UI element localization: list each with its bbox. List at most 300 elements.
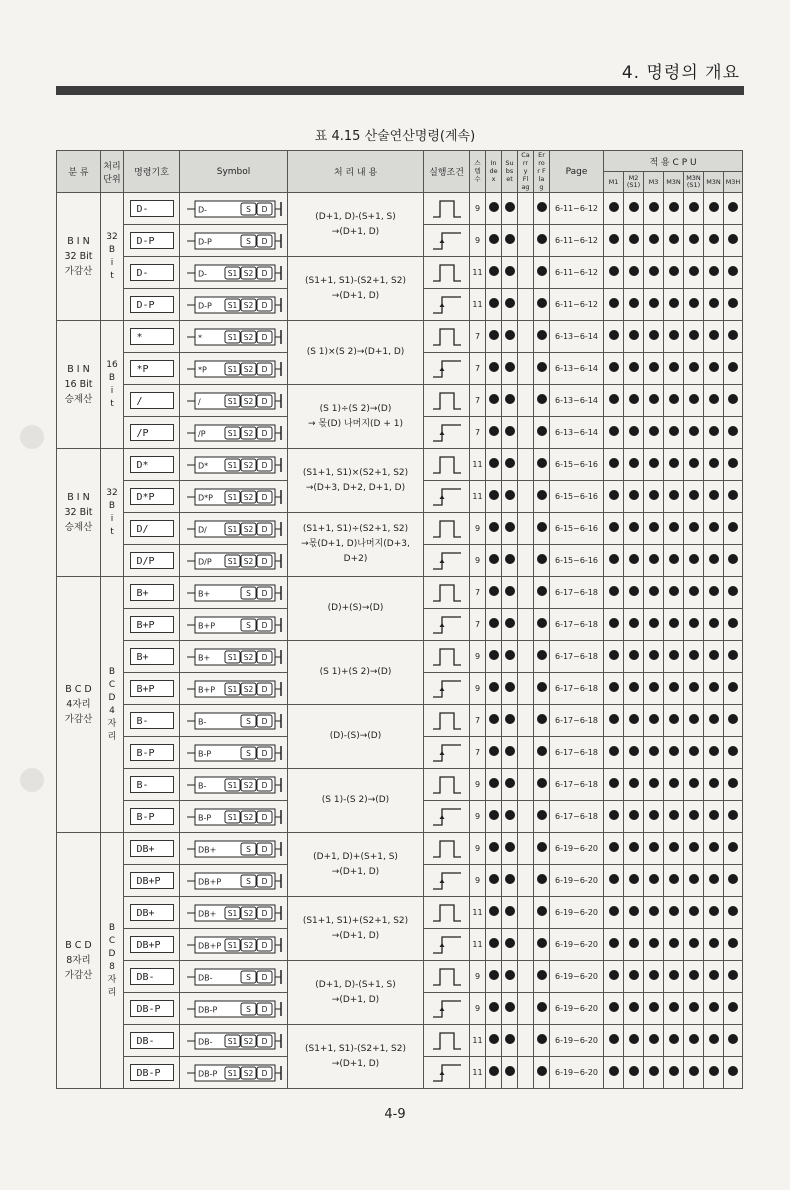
support-cell: [684, 225, 704, 257]
header-index: [486, 151, 502, 193]
supported-dot-icon: [728, 810, 738, 820]
supported-dot-icon: [537, 1002, 547, 1012]
steps-cell: 11: [470, 1057, 486, 1089]
supported-dot-icon: [489, 554, 499, 564]
ladder-symbol: [185, 295, 283, 315]
support-cell: [518, 545, 534, 577]
support-cell: [644, 417, 664, 449]
symbol-opcode: D/: [197, 525, 207, 534]
mnemonic-label: *P: [130, 360, 174, 377]
supported-dot-icon: [649, 1066, 659, 1076]
support-cell: [518, 385, 534, 417]
supported-dot-icon: [489, 522, 499, 532]
support-cell: [724, 641, 743, 673]
support-cell: [644, 353, 664, 385]
symbol-operand: D: [261, 652, 267, 662]
supported-dot-icon: [709, 298, 719, 308]
supported-dot-icon: [609, 234, 619, 244]
supported-dot-icon: [505, 586, 515, 596]
support-cell: [724, 481, 743, 513]
supported-dot-icon: [669, 874, 679, 884]
symbol-operand: S1: [227, 812, 237, 822]
support-cell: [486, 769, 502, 801]
support-cell: [534, 641, 550, 673]
supported-dot-icon: [489, 266, 499, 276]
supported-dot-icon: [689, 330, 699, 340]
support-cell: [644, 289, 664, 321]
symbol-cell: [180, 833, 288, 865]
ladder-symbol: [185, 743, 283, 763]
support-cell: [502, 737, 518, 769]
ladder-symbol: [185, 1063, 283, 1083]
support-cell: [502, 417, 518, 449]
supported-dot-icon: [669, 1066, 679, 1076]
support-cell: [502, 993, 518, 1025]
support-cell: [534, 897, 550, 929]
pulse-condition-icon: [430, 773, 464, 797]
page-cell: 6-17~6-18: [550, 609, 604, 641]
steps-cell: 11: [470, 897, 486, 929]
support-cell: [644, 449, 664, 481]
steps-cell: 7: [470, 385, 486, 417]
ladder-symbol: [185, 455, 283, 475]
support-cell: [664, 769, 684, 801]
supported-dot-icon: [669, 714, 679, 724]
supported-dot-icon: [629, 1034, 639, 1044]
supported-dot-icon: [728, 458, 738, 468]
supported-dot-icon: [609, 906, 619, 916]
support-cell: [502, 289, 518, 321]
supported-dot-icon: [537, 234, 547, 244]
condition-cell: [424, 289, 470, 321]
mnemonic-label: /P: [130, 424, 174, 441]
header-process: 처 리 내 용: [288, 151, 424, 193]
table-row: [57, 769, 743, 801]
mnemonic-cell: [124, 705, 180, 737]
supported-dot-icon: [629, 202, 639, 212]
supported-dot-icon: [505, 746, 515, 756]
symbol-operand: S1: [227, 396, 237, 406]
support-cell: [684, 257, 704, 289]
support-cell: [644, 993, 664, 1025]
supported-dot-icon: [609, 298, 619, 308]
support-cell: [684, 993, 704, 1025]
support-cell: [534, 545, 550, 577]
ladder-symbol: [185, 583, 283, 603]
support-cell: [624, 769, 644, 801]
pulse-condition-icon: [430, 517, 464, 541]
support-cell: [704, 193, 724, 225]
supported-dot-icon: [689, 618, 699, 628]
support-cell: [684, 961, 704, 993]
mnemonic-label: B+: [130, 584, 174, 601]
support-cell: [604, 705, 624, 737]
rising-edge-condition-icon: [430, 421, 464, 445]
supported-dot-icon: [689, 938, 699, 948]
header-mnemonic: 명령기호: [124, 151, 180, 193]
supported-dot-icon: [709, 842, 719, 852]
mnemonic-cell: [124, 769, 180, 801]
support-cell: [624, 897, 644, 929]
support-cell: [624, 737, 644, 769]
supported-dot-icon: [689, 778, 699, 788]
supported-dot-icon: [629, 330, 639, 340]
symbol-opcode: D-: [197, 205, 207, 214]
supported-dot-icon: [689, 490, 699, 500]
steps-cell: 11: [470, 1025, 486, 1057]
symbol-operand: S2: [243, 300, 253, 310]
supported-dot-icon: [537, 906, 547, 916]
support-cell: [724, 545, 743, 577]
support-cell: [644, 833, 664, 865]
supported-dot-icon: [709, 1034, 719, 1044]
mnemonic-label: B+P: [130, 680, 174, 697]
supported-dot-icon: [629, 618, 639, 628]
pulse-condition-icon: [430, 325, 464, 349]
support-cell: [534, 417, 550, 449]
supported-dot-icon: [537, 970, 547, 980]
support-cell: [502, 897, 518, 929]
symbol-operand: D: [261, 876, 267, 886]
support-cell: [724, 929, 743, 961]
supported-dot-icon: [505, 1034, 515, 1044]
pulse-condition-icon: [430, 645, 464, 669]
rising-edge-condition-icon: [430, 229, 464, 253]
support-cell: [684, 545, 704, 577]
supported-dot-icon: [649, 970, 659, 980]
mnemonic-cell: [124, 641, 180, 673]
support-cell: [664, 833, 684, 865]
supported-dot-icon: [537, 1066, 547, 1076]
support-cell: [724, 705, 743, 737]
mnemonic-cell: [124, 289, 180, 321]
condition-cell: [424, 897, 470, 929]
support-cell: [534, 609, 550, 641]
rising-edge-condition-icon: [430, 997, 464, 1021]
support-cell: [644, 257, 664, 289]
symbol-opcode: DB+P: [197, 941, 221, 950]
condition-cell: [424, 417, 470, 449]
supported-dot-icon: [649, 842, 659, 852]
table-row: [57, 257, 743, 289]
support-cell: [684, 481, 704, 513]
symbol-opcode: B+P: [197, 621, 215, 630]
ladder-symbol: [185, 615, 283, 635]
support-cell: [624, 321, 644, 353]
support-cell: [486, 705, 502, 737]
support-cell: [486, 865, 502, 897]
supported-dot-icon: [505, 906, 515, 916]
supported-dot-icon: [489, 650, 499, 660]
ladder-symbol: [185, 1031, 283, 1051]
supported-dot-icon: [649, 330, 659, 340]
symbol-opcode: DB-P: [197, 1069, 217, 1078]
symbol-operand: S1: [227, 940, 237, 950]
supported-dot-icon: [609, 650, 619, 660]
supported-dot-icon: [537, 682, 547, 692]
supported-dot-icon: [489, 810, 499, 820]
symbol-operand: S2: [243, 652, 253, 662]
supported-dot-icon: [609, 330, 619, 340]
symbol-operand: S: [245, 204, 251, 214]
symbol-cell: [180, 385, 288, 417]
support-cell: [518, 609, 534, 641]
supported-dot-icon: [689, 298, 699, 308]
steps-cell: 11: [470, 481, 486, 513]
symbol-operand: S: [245, 620, 251, 630]
header-condition: 실행조건: [424, 151, 470, 193]
supported-dot-icon: [709, 458, 719, 468]
supported-dot-icon: [609, 810, 619, 820]
header-cpu-model: M3H: [724, 172, 743, 193]
condition-cell: [424, 353, 470, 385]
supported-dot-icon: [649, 618, 659, 628]
supported-dot-icon: [728, 1034, 738, 1044]
support-cell: [684, 769, 704, 801]
supported-dot-icon: [689, 554, 699, 564]
support-cell: [502, 193, 518, 225]
support-cell: [684, 353, 704, 385]
support-cell: [624, 993, 644, 1025]
page-cell: 6-19~6-20: [550, 929, 604, 961]
pulse-condition-icon: [430, 837, 464, 861]
category-cell: B I N 16 Bit 승제산: [57, 321, 101, 449]
ladder-symbol: [185, 199, 283, 219]
support-cell: [534, 577, 550, 609]
header-unit: 처리단위: [101, 151, 124, 193]
steps-cell: 7: [470, 417, 486, 449]
support-cell: [704, 641, 724, 673]
symbol-operand: S1: [227, 364, 237, 374]
supported-dot-icon: [609, 490, 619, 500]
support-cell: [486, 641, 502, 673]
symbol-operand: D: [261, 844, 267, 854]
support-cell: [534, 321, 550, 353]
support-cell: [486, 737, 502, 769]
page-cell: 6-15~6-16: [550, 513, 604, 545]
support-cell: [534, 801, 550, 833]
header-symbol: Symbol: [180, 151, 288, 193]
supported-dot-icon: [689, 746, 699, 756]
mnemonic-label: B-: [130, 776, 174, 793]
support-cell: [534, 193, 550, 225]
support-cell: [684, 705, 704, 737]
support-cell: [518, 481, 534, 513]
supported-dot-icon: [649, 554, 659, 564]
condition-cell: [424, 737, 470, 769]
symbol-cell: [180, 737, 288, 769]
process-cell: (S1+1, S1)÷(S2+1, S2) →몫(D+1, D)나머지(D+3, D+2): [288, 513, 424, 577]
symbol-operand: S1: [227, 492, 237, 502]
supported-dot-icon: [728, 586, 738, 596]
support-cell: [604, 641, 624, 673]
symbol-operand: D: [261, 1036, 267, 1046]
support-cell: [624, 257, 644, 289]
support-cell: [486, 1025, 502, 1057]
symbol-opcode: /: [197, 397, 201, 406]
symbol-operand: S1: [227, 652, 237, 662]
process-cell: (S 1)÷(S 2)→(D) → 몫(D) 나머지(D + 1): [288, 385, 424, 449]
support-cell: [664, 1025, 684, 1057]
supported-dot-icon: [537, 778, 547, 788]
support-cell: [724, 961, 743, 993]
symbol-operand: S1: [227, 460, 237, 470]
supported-dot-icon: [728, 970, 738, 980]
page-cell: 6-17~6-18: [550, 737, 604, 769]
mnemonic-label: DB-: [130, 1032, 174, 1049]
page-cell: 6-13~6-14: [550, 385, 604, 417]
support-cell: [534, 737, 550, 769]
symbol-cell: [180, 801, 288, 833]
steps-cell: 7: [470, 353, 486, 385]
process-cell: (S1+1, S1)+(S2+1, S2) →(D+1, D): [288, 897, 424, 961]
symbol-operand: S1: [227, 780, 237, 790]
symbol-operand: S: [245, 876, 251, 886]
supported-dot-icon: [689, 234, 699, 244]
supported-dot-icon: [489, 234, 499, 244]
table-row: [57, 897, 743, 929]
symbol-operand: D: [261, 396, 267, 406]
supported-dot-icon: [649, 490, 659, 500]
mnemonic-label: DB+P: [130, 872, 174, 889]
support-cell: [624, 449, 644, 481]
supported-dot-icon: [669, 586, 679, 596]
symbol-opcode: B-P: [197, 749, 211, 758]
support-cell: [704, 257, 724, 289]
ladder-symbol: [185, 423, 283, 443]
support-cell: [534, 513, 550, 545]
table-row: [57, 321, 743, 353]
symbol-operand: D: [261, 716, 267, 726]
support-cell: [486, 353, 502, 385]
mnemonic-label: B-: [130, 712, 174, 729]
supported-dot-icon: [728, 330, 738, 340]
table-row: [57, 385, 743, 417]
support-cell: [644, 961, 664, 993]
support-cell: [502, 545, 518, 577]
supported-dot-icon: [689, 1066, 699, 1076]
support-cell: [624, 609, 644, 641]
support-cell: [534, 1025, 550, 1057]
supported-dot-icon: [505, 618, 515, 628]
support-cell: [724, 769, 743, 801]
unit-cell: 16 B i t: [101, 321, 124, 449]
steps-cell: 9: [470, 865, 486, 897]
unit-cell: B C D 8 자 리: [101, 833, 124, 1089]
steps-cell: 7: [470, 737, 486, 769]
page-cell: 6-19~6-20: [550, 897, 604, 929]
supported-dot-icon: [505, 234, 515, 244]
support-cell: [704, 289, 724, 321]
header-rule: [56, 86, 744, 95]
symbol-opcode: D*P: [197, 493, 213, 502]
supported-dot-icon: [629, 266, 639, 276]
support-cell: [518, 513, 534, 545]
supported-dot-icon: [709, 1002, 719, 1012]
mnemonic-label: *: [130, 328, 174, 345]
support-cell: [644, 193, 664, 225]
steps-cell: 9: [470, 673, 486, 705]
table-row: [57, 961, 743, 993]
mnemonic-cell: [124, 1057, 180, 1089]
header-label: Index: [489, 159, 498, 183]
supported-dot-icon: [709, 746, 719, 756]
supported-dot-icon: [537, 426, 547, 436]
page-cell: 6-13~6-14: [550, 417, 604, 449]
ladder-symbol: [185, 903, 283, 923]
symbol-operand: D: [261, 204, 267, 214]
mnemonic-label: D-: [130, 200, 174, 217]
mnemonic-cell: [124, 481, 180, 513]
support-cell: [704, 673, 724, 705]
support-cell: [518, 993, 534, 1025]
support-cell: [624, 961, 644, 993]
supported-dot-icon: [505, 522, 515, 532]
supported-dot-icon: [669, 202, 679, 212]
supported-dot-icon: [649, 810, 659, 820]
steps-cell: 7: [470, 321, 486, 353]
symbol-operand: S1: [227, 332, 237, 342]
ladder-symbol: [185, 871, 283, 891]
mnemonic-cell: [124, 449, 180, 481]
support-cell: [604, 737, 624, 769]
rising-edge-condition-icon: [430, 613, 464, 637]
support-cell: [704, 769, 724, 801]
symbol-opcode: *P: [197, 365, 207, 374]
support-cell: [518, 353, 534, 385]
supported-dot-icon: [629, 842, 639, 852]
support-cell: [534, 705, 550, 737]
supported-dot-icon: [537, 298, 547, 308]
supported-dot-icon: [537, 202, 547, 212]
ladder-symbol: [185, 327, 283, 347]
symbol-cell: [180, 929, 288, 961]
support-cell: [724, 385, 743, 417]
support-cell: [534, 353, 550, 385]
supported-dot-icon: [629, 1002, 639, 1012]
symbol-operand: S2: [243, 524, 253, 534]
supported-dot-icon: [537, 458, 547, 468]
support-cell: [486, 257, 502, 289]
supported-dot-icon: [669, 746, 679, 756]
support-cell: [664, 225, 684, 257]
supported-dot-icon: [505, 682, 515, 692]
support-cell: [664, 801, 684, 833]
condition-cell: [424, 609, 470, 641]
supported-dot-icon: [689, 586, 699, 596]
support-cell: [704, 225, 724, 257]
support-cell: [684, 801, 704, 833]
supported-dot-icon: [505, 202, 515, 212]
supported-dot-icon: [629, 426, 639, 436]
support-cell: [604, 769, 624, 801]
symbol-cell: [180, 993, 288, 1025]
supported-dot-icon: [728, 874, 738, 884]
support-cell: [534, 385, 550, 417]
steps-cell: 11: [470, 449, 486, 481]
support-cell: [518, 641, 534, 673]
symbol-operand: D: [261, 1004, 267, 1014]
supported-dot-icon: [609, 554, 619, 564]
support-cell: [664, 545, 684, 577]
mnemonic-cell: [124, 673, 180, 705]
support-cell: [664, 449, 684, 481]
header-carry-flag: [518, 151, 534, 193]
support-cell: [604, 801, 624, 833]
symbol-cell: [180, 769, 288, 801]
supported-dot-icon: [649, 522, 659, 532]
support-cell: [604, 1057, 624, 1089]
